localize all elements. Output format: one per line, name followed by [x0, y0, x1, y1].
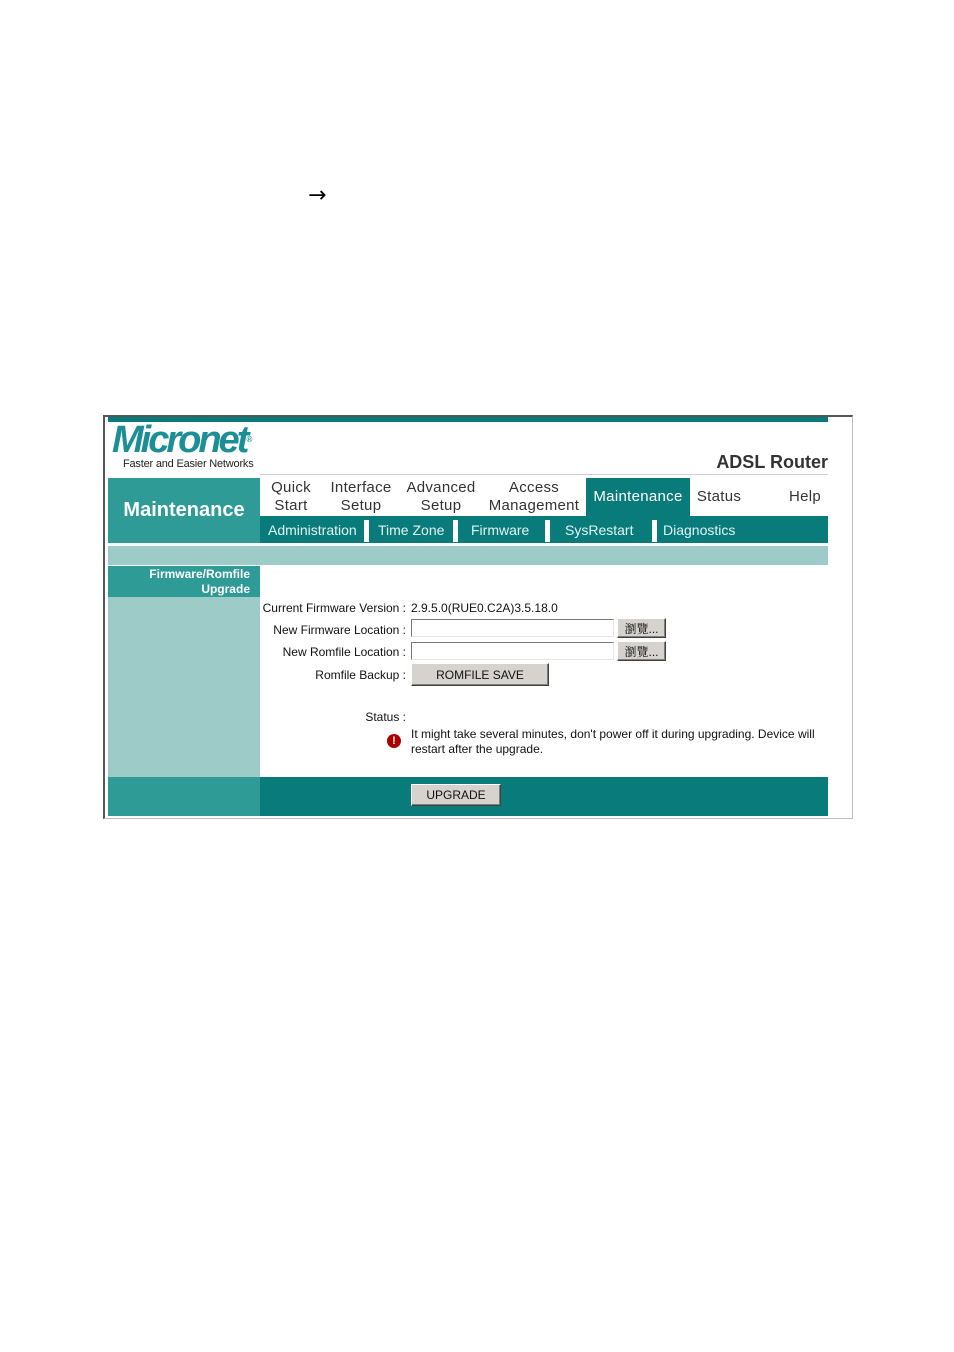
current-firmware-label: Current Firmware Version :: [262, 601, 406, 615]
tab-label: Setup: [340, 497, 382, 514]
sidebar-panel: [108, 597, 260, 777]
subnav-firmware[interactable]: Firmware: [471, 522, 530, 538]
sidebar-title: [108, 566, 260, 597]
logo: [112, 420, 254, 470]
browse-romfile-button[interactable]: 瀏覽...: [617, 641, 666, 661]
tab-status[interactable]: [692, 478, 746, 516]
tab-quick-start[interactable]: [262, 478, 320, 516]
subnav-time-zone[interactable]: Time Zone: [378, 522, 445, 538]
subnav-separator: [453, 520, 458, 542]
footer-left: [108, 777, 260, 816]
new-romfile-input[interactable]: [411, 642, 614, 660]
romfile-backup-label: Romfile Backup :: [315, 668, 406, 682]
tab-label: Advanced: [406, 479, 476, 496]
arrow-icon: →: [308, 183, 327, 208]
new-firmware-input[interactable]: [411, 619, 614, 637]
current-firmware-value: 2.9.5.0(RUE0.C2A)3.5.18.0: [411, 601, 558, 615]
sidebar-title-line: Upgrade: [201, 582, 250, 596]
header-divider: [260, 474, 828, 475]
tab-label: Setup: [420, 497, 462, 514]
tab-label: Status: [696, 488, 742, 505]
warning-icon: !: [387, 734, 401, 748]
status-label: Status :: [365, 710, 406, 724]
status-message: It might take several minutes, don't power off it during upgrading. Device will restart after the upgrade.: [411, 727, 815, 756]
tab-interface-setup[interactable]: [324, 478, 398, 516]
subnav-sysrestart[interactable]: SysRestart: [565, 522, 634, 538]
logo-tagline: Faster and Easier Networks: [123, 458, 254, 470]
tab-label: Access: [508, 479, 560, 496]
tab-advanced-setup[interactable]: [402, 478, 480, 516]
new-romfile-label: New Romfile Location :: [282, 645, 406, 659]
tab-label: Start: [274, 497, 308, 514]
subnav-separator: [545, 520, 550, 542]
logo-registered: ®: [246, 435, 250, 444]
tab-label: Maintenance: [593, 488, 683, 505]
section-title: Maintenance: [108, 478, 260, 543]
footer-bar: [260, 777, 828, 816]
tab-help[interactable]: [782, 478, 828, 516]
subnav-separator: [652, 520, 657, 542]
sidebar-title-line: Firmware/Romfile: [149, 567, 250, 581]
subnav-separator: [364, 520, 369, 542]
tab-label: Quick: [271, 479, 311, 496]
spacer-band: [108, 546, 828, 565]
upgrade-button[interactable]: UPGRADE: [411, 784, 501, 806]
new-firmware-label: New Firmware Location :: [273, 623, 406, 637]
browse-firmware-button[interactable]: 瀏覽...: [617, 618, 666, 638]
tab-maintenance[interactable]: [586, 478, 690, 516]
tab-label: Interface: [330, 479, 392, 496]
subnav-administration[interactable]: Administration: [268, 522, 357, 538]
tab-access-management[interactable]: [484, 478, 584, 516]
subnav-diagnostics[interactable]: Diagnostics: [663, 522, 736, 538]
romfile-save-button[interactable]: ROMFILE SAVE: [411, 663, 549, 686]
product-title: ADSL Router: [716, 452, 828, 472]
logo-wordmark: Micronet: [112, 419, 247, 461]
tab-label: Management: [488, 497, 580, 514]
tab-label: Help: [788, 488, 822, 505]
